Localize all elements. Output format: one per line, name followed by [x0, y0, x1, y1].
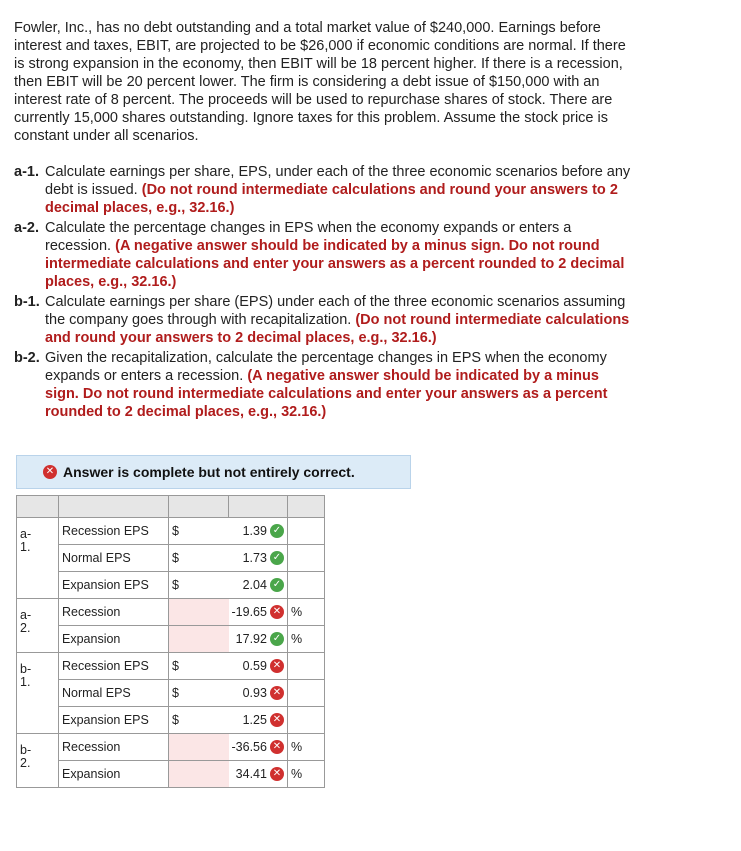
x-icon: ✕: [270, 740, 284, 754]
answer-input[interactable]: [229, 572, 288, 599]
answer-input[interactable]: [229, 734, 288, 761]
table-row: [17, 599, 325, 626]
percent-sign: [287, 707, 324, 734]
banner-text: Answer is complete but not entirely correct.: [63, 464, 355, 480]
answer-input[interactable]: [229, 518, 288, 545]
answer-input[interactable]: [229, 545, 288, 572]
table-row: [17, 761, 325, 788]
x-icon: ✕: [270, 713, 284, 727]
question-text: Given the recapitalization, calculate the percentage changes in EPS when the economy expands or enters a recession.: [45, 350, 607, 384]
question-a1: [14, 163, 634, 217]
answer-input[interactable]: [229, 626, 288, 653]
x-icon: ✕: [270, 659, 284, 673]
problem-statement: Fowler, Inc., has no debt outstanding and a total market value of $240,000. Earnings before interest and taxes, EBIT, are projected to be $26,000 if economic conditions are normal. If there is strong expansion in the economy, then EBIT will be 18 percent higher. If there is a recession, then EBIT will be 20 percent lower. The firm is considering a debt issue of $150,000 with an interest rate of 8 percent. The proceeds will be used to repurchase shares of stock. There are currently 15,000 shares outstanding. Ignore taxes for this problem. Assume the stock price is constant under all scenarios.: [14, 20, 626, 144]
row-label: Normal EPS: [59, 680, 169, 707]
percent-sign: %: [287, 734, 324, 761]
row-group-label: a- 2.: [17, 599, 59, 653]
check-icon: ✓: [270, 632, 284, 646]
table-row: [17, 626, 325, 653]
x-icon: ✕: [270, 767, 284, 781]
answer-value: 1.25: [242, 713, 267, 727]
question-text: Calculate earnings per share (EPS) under each of the three economic scenarios assuming the company goes through with recapitalization.: [45, 294, 626, 328]
row-group-label: b- 1.: [17, 653, 59, 734]
row-group-label: a- 1.: [17, 518, 59, 599]
table-row: [17, 518, 325, 545]
table-row: [17, 734, 325, 761]
check-icon: ✓: [270, 578, 284, 592]
question-note: (Do not round intermediate calculations and round your answers to 2 decimal places, e.g., 32.16.): [45, 182, 618, 216]
percent-sign: %: [287, 599, 324, 626]
percent-sign: [287, 653, 324, 680]
row-label: Recession: [59, 599, 169, 626]
currency-symbol: [169, 761, 229, 788]
question-note: (A negative answer should be indicated by a minus sign. Do not round intermediate calculations and enter your answers as a percent rounded to 2 decimal places, e.g., 32.16.): [45, 368, 608, 420]
row-label: Expansion EPS: [59, 572, 169, 599]
question-list: [14, 163, 634, 423]
question-text: Calculate earnings per share, EPS, under each of the three economic scenarios before any debt is issued.: [45, 164, 631, 198]
row-label: Expansion EPS: [59, 707, 169, 734]
question-label: b-2.: [14, 350, 40, 366]
percent-sign: %: [287, 761, 324, 788]
currency-symbol: $: [169, 680, 229, 707]
answer-value: 1.73: [242, 551, 267, 565]
answer-value: 2.04: [242, 578, 267, 592]
currency-symbol: $: [169, 545, 229, 572]
check-icon: ✓: [270, 551, 284, 565]
answer-input[interactable]: [229, 680, 288, 707]
row-label: Normal EPS: [59, 545, 169, 572]
question-a2: [14, 219, 634, 291]
answer-value: 34.41: [235, 767, 267, 781]
answer-table: [16, 495, 325, 788]
row-label: Expansion: [59, 626, 169, 653]
answer-value: 1.39: [242, 524, 267, 538]
percent-sign: [287, 545, 324, 572]
question-b1: [14, 293, 634, 347]
row-label: Recession: [59, 734, 169, 761]
currency-symbol: $: [169, 653, 229, 680]
percent-sign: [287, 572, 324, 599]
answer-input[interactable]: [229, 707, 288, 734]
currency-symbol: $: [169, 518, 229, 545]
answer-input[interactable]: [229, 599, 288, 626]
table-row: [17, 572, 325, 599]
table-row: [17, 707, 325, 734]
currency-symbol: $: [169, 707, 229, 734]
answer-input[interactable]: [229, 761, 288, 788]
question-label: a-1.: [14, 164, 39, 180]
percent-sign: %: [287, 626, 324, 653]
percent-sign: [287, 518, 324, 545]
currency-symbol: [169, 734, 229, 761]
question-note: (Do not round intermediate calculations and round your answers to 2 decimal places, e.g., 32.16.): [45, 312, 630, 346]
table-header-row: [17, 496, 325, 518]
question-label: a-2.: [14, 220, 39, 236]
answer-value: 0.59: [242, 659, 267, 673]
table-row: [17, 680, 325, 707]
table-row: [17, 545, 325, 572]
check-icon: ✓: [270, 524, 284, 538]
question-text: Calculate the percentage changes in EPS when the economy expands or enters a recession.: [45, 220, 572, 254]
row-label: Recession EPS: [59, 518, 169, 545]
row-label: Expansion: [59, 761, 169, 788]
table-row: [17, 653, 325, 680]
answer-value: 17.92: [235, 632, 267, 646]
question-label: b-1.: [14, 294, 40, 310]
row-label: Recession EPS: [59, 653, 169, 680]
x-icon: ✕: [43, 465, 57, 479]
answer-value: 0.93: [242, 686, 267, 700]
x-icon: ✕: [270, 605, 284, 619]
answer-input[interactable]: [229, 653, 288, 680]
percent-sign: [287, 680, 324, 707]
row-group-label: b- 2.: [17, 734, 59, 788]
currency-symbol: [169, 599, 229, 626]
answer-value: -36.56: [231, 740, 267, 754]
question-b2: [14, 349, 634, 421]
answer-status-banner: [16, 455, 411, 489]
currency-symbol: $: [169, 572, 229, 599]
answer-value: -19.65: [231, 605, 267, 619]
currency-symbol: [169, 626, 229, 653]
question-note: (A negative answer should be indicated by a minus sign. Do not round intermediate calculations and enter your answers as a percent rounded to 2 decimal places, e.g., 32.16.): [45, 238, 625, 290]
x-icon: ✕: [270, 686, 284, 700]
